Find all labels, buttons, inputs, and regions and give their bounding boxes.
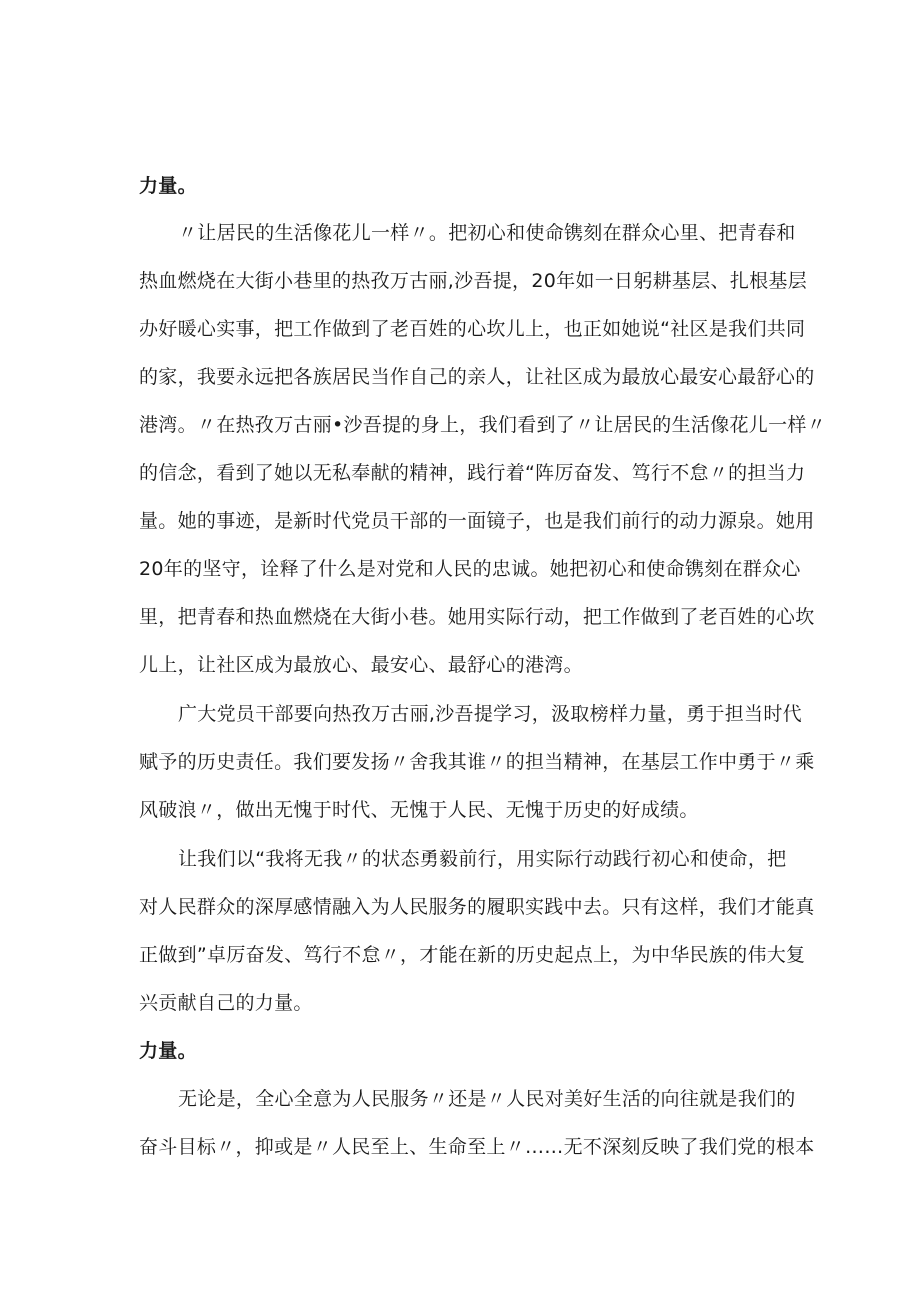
paragraph-line: 广大党员干部要向热孜万古丽,沙吾提学习，汲取榜样力量，勇于担当时代 <box>178 703 802 725</box>
paragraph-line: 港湾。〃在热孜万古丽•沙吾提的身上，我们看到了〃让居民的生活像花儿一样〃 <box>139 414 827 436</box>
section-fragment-heading: 力量。 <box>139 175 197 197</box>
paragraph-line: 对人民群众的深厚感情融入为人民服务的履职实践中去。只有这样，我们才能真 <box>139 896 815 918</box>
paragraph-line: 里，把青春和热血燃烧在大街小巷。她用实际行动，把工作做到了老百姓的心坎 <box>139 606 815 628</box>
paragraph-line: 兴贡献自己的力量。 <box>139 992 313 1014</box>
paragraph-line: 〃让居民的生活像花儿一样〃。把初心和使命镌刻在群众心里、把青春和 <box>178 222 796 244</box>
paragraph-line: 20年的坚守，诠释了什么是对党和人民的忠诚。她把初心和使命镌刻在群众心 <box>139 558 801 580</box>
paragraph-line: 奋斗目标〃，抑或是〃人民至上、生命至上〃……无不深刻反映了我们党的根本 <box>139 1136 815 1158</box>
paragraph-line: 儿上，让社区成为最放心、最安心、最舒心的港湾。 <box>139 654 583 676</box>
paragraph-line: 的信念，看到了她以无私奉献的精神，践行着“阵厉奋发、笃行不怠〃的担当力 <box>139 462 806 484</box>
paragraph-line: 赋予的历史责任。我们要发扬〃舍我其谁〃的担当精神，在基层工作中勇于〃乘 <box>139 751 815 773</box>
paragraph-line: 办好暖心实事，把工作做到了老百姓的心坎儿上，也正如她说“社区是我们共同 <box>139 318 806 340</box>
paragraph-line: 的家，我要永远把各族居民当作自己的亲人，让社区成为最放心最安心最舒心的 <box>139 366 815 388</box>
paragraph-line: 热血燃烧在大街小巷里的热孜万古丽,沙吾提，20年如一日躬耕基层、扎根基层 <box>139 270 808 292</box>
paragraph-line: 量。她的事迹，是新时代党员干部的一面镜子，也是我们前行的动力源泉。她用 <box>139 510 815 532</box>
paragraph-line: 正做到”卓厉奋发、笃行不怠〃，才能在新的历史起点上，为中华民族的伟大复 <box>139 944 806 966</box>
paragraph-line: 无论是，全心全意为人民服务〃还是〃人民对美好生活的向往就是我们的 <box>178 1088 796 1110</box>
section-fragment-heading: 力量。 <box>139 1040 197 1062</box>
paragraph-line: 风破浪〃，做出无愧于时代、无愧于人民、无愧于历史的好成绩。 <box>139 799 699 821</box>
paragraph-line: 让我们以“我将无我〃的状态勇毅前行，用实际行动践行初心和使命，把 <box>178 848 787 870</box>
